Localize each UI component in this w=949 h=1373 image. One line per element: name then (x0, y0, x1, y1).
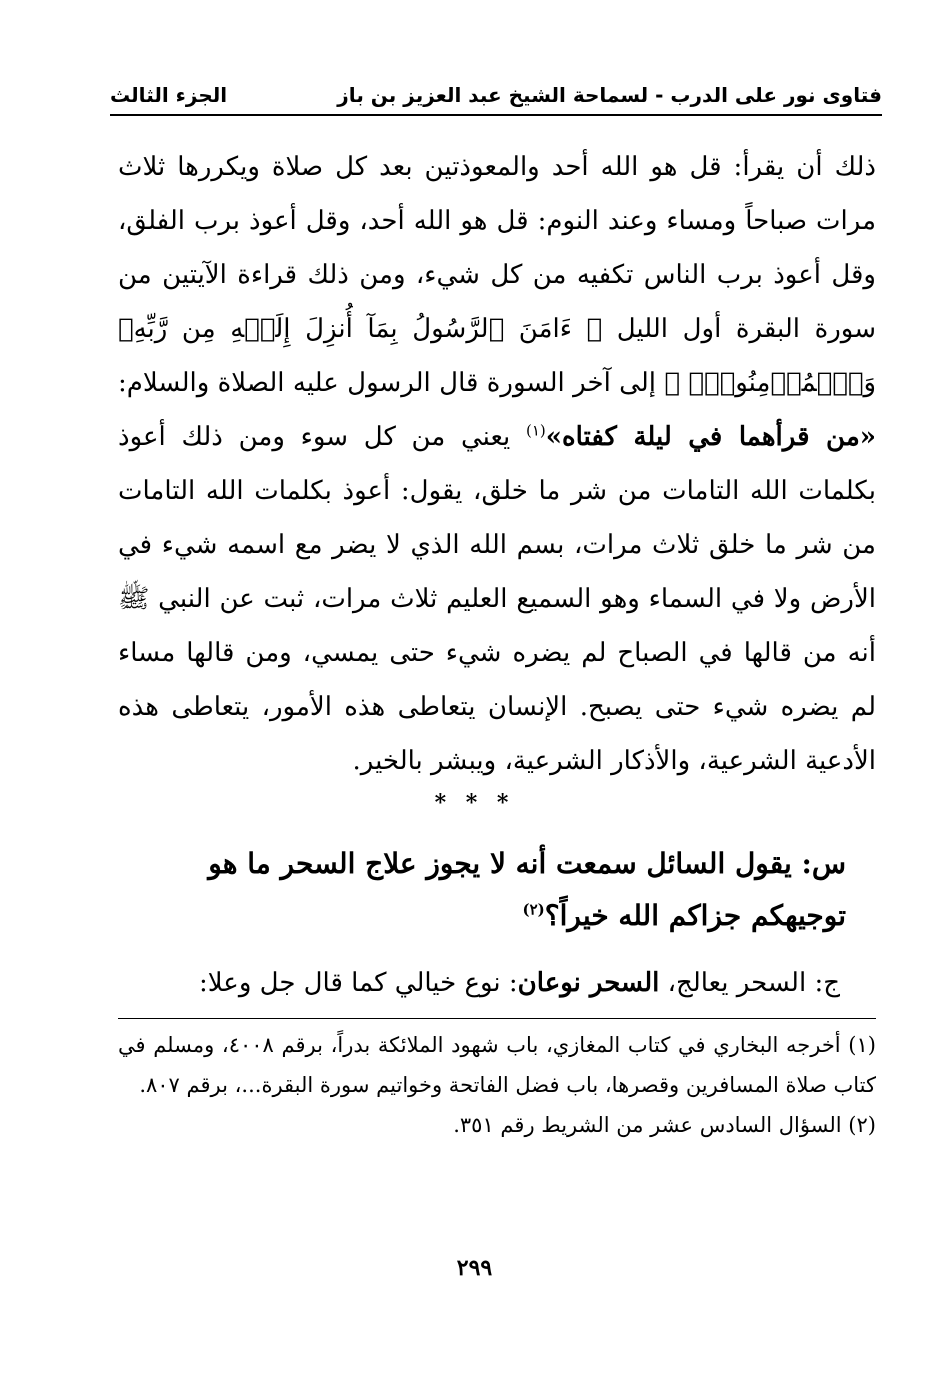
page-number: ٢٩٩ (456, 1255, 493, 1281)
question (150, 838, 846, 942)
main-text (118, 140, 876, 788)
footnotes (118, 1025, 876, 1145)
footnote-ref-2: (٢) (522, 900, 545, 919)
header-title: فتاوى نور على الدرب - لسماحة الشيخ عبد العزيز بن باز (337, 83, 882, 107)
paragraph-text-cont: يعني من كل سوء ومن ذلك أعوذ بكلمات الله التامات من شر ما خلق، يقول: أعوذ بكلمات الله التامات من شر ما خلق ثلاث مرات، بسم الله الذي لا يضر مع اسمه شيء في الأرض ولا في السماء وهو السميع العليم ثلاث مرات، ثبت عن النبي ﷺ أنه من قالها في الصباح لم يضره شيء حتى يمسي، ومن قالها مساء لم يضره شيء حتى يصبح. الإنسان يتعاطى هذه الأمور، يتعاطى هذه الأدعية الشرعية، والأذكار الشرعية، ويبشر بالخير. (118, 422, 876, 776)
footnote-ref-1: (١) (525, 421, 546, 440)
header-part: الجزء الثالث (110, 83, 228, 107)
paragraph-text: ذلك أن يقرأ: قل هو الله أحد والمعوذتين بعد كل صلاة ويكررها ثلاث مرات صباحاً ومساء وعند النوم: قل هو الله أحد، وقل أعوذ برب الفلق، وقل أعوذ برب الناس تكفيه من كل شيء، ومن ذلك قراءة الآيتين من سورة البقرة أول الليل ﴿ ءَامَنَ ٱلرَّسُولُ بِمَآ أُنزِلَ إِلَيۡهِ مِن رَّبِّهِۦ وَٱلۡمُؤۡمِنُونَۚ ﴾ إلى آخر السورة قال الرسول عليه الصلاة والسلام: (118, 152, 877, 398)
running-header (110, 78, 882, 116)
answer-bold: السحر نوعان (517, 968, 660, 998)
footnote-divider (118, 1018, 876, 1019)
hadith-quote: «من قرأهما في ليلة كفتاه» (545, 422, 876, 452)
section-separator: * * * (434, 790, 515, 816)
answer-text: ج: السحر يعالج، (659, 968, 840, 998)
footnote-2: (٢) السؤال السادس عشر من الشريط رقم ٣٥١. (453, 1113, 876, 1137)
answer (120, 960, 840, 1006)
answer-text-cont: : نوع خيالي كما قال جل وعلا: (199, 968, 518, 998)
paragraph (118, 140, 876, 788)
footnote-1: (١) أخرجه البخاري في كتاب المغازي، باب شهود الملائكة بدراً، برقم ٤٠٠٨، ومسلم في كتاب صلاة المسافرين وقصرها، باب فضل الفاتحة وخواتيم سورة البقرة...، برقم ٨٠٧. (118, 1033, 876, 1097)
question-text: س: يقول السائل سمعت أنه لا يجوز علاج السحر ما هو توجيهكم جزاكم الله خيراً؟ (208, 847, 846, 932)
